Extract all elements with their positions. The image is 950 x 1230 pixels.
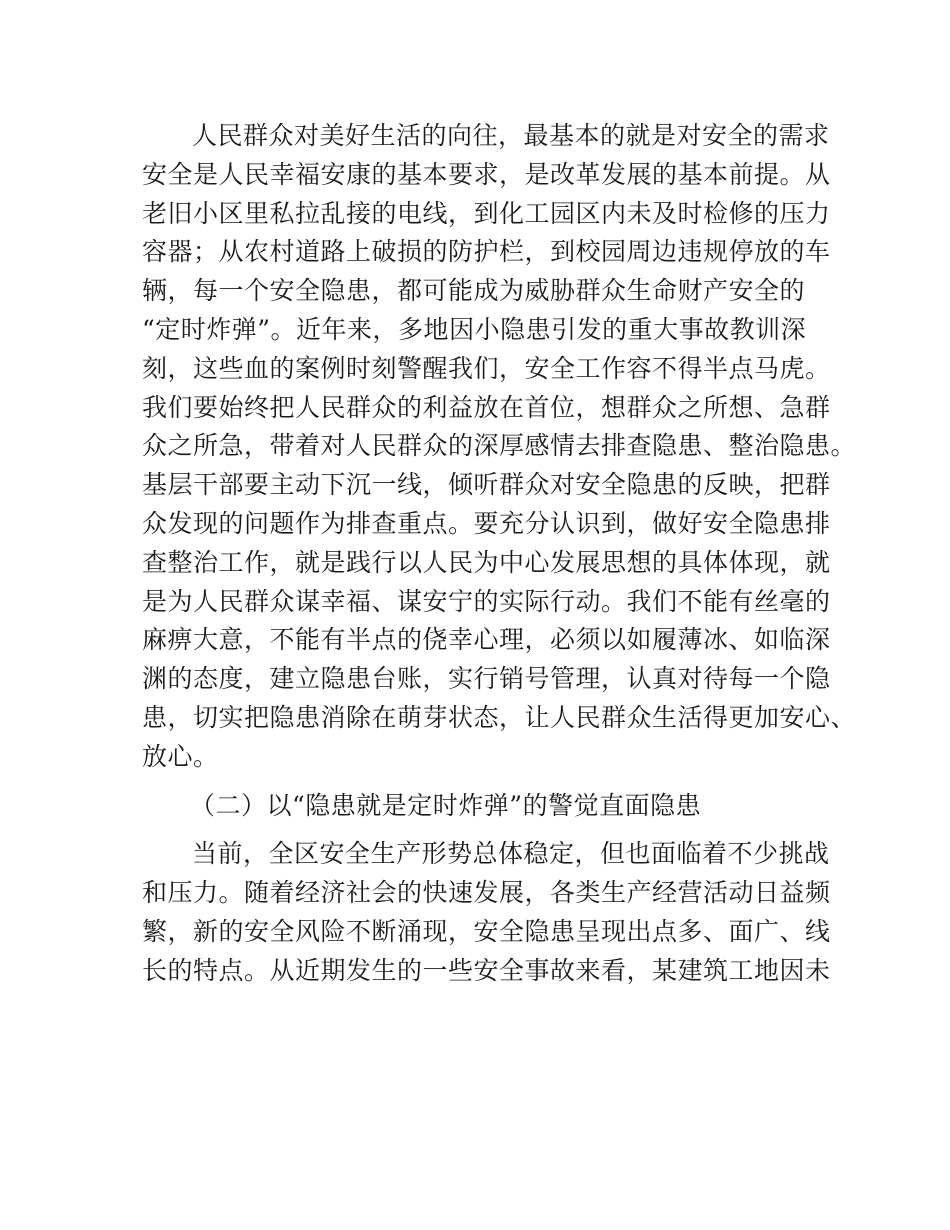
text-line: 当前，全区安全生产形势总体稳定，但也面临着不少挑战	[192, 839, 830, 869]
text-line: 患，切实把隐患消除在萌芽状态，让人民群众生活得更加安心、	[142, 702, 857, 732]
text-line: 刻，这些血的案例时刻警醒我们，安全工作容不得半点马虎。	[142, 353, 831, 383]
text-line: “定时炸弹”。近年来，多地因小隐患引发的重大事故教训深	[142, 314, 807, 344]
text-line: 基层干部要主动下沉一线，倾听群众对安全隐患的反映，把群	[142, 470, 831, 500]
document-body	[142, 117, 857, 991]
text-line: 安全是人民幸福安康的基本要求，是改革发展的基本前提。从	[142, 159, 831, 189]
text-line: 容器；从农村道路上破损的防护栏，到校园周边违规停放的车	[142, 237, 831, 267]
text-line: 我们要始终把人民群众的利益放在首位，想群众之所想、急群	[142, 392, 831, 422]
text-line: 众发现的问题作为排查重点。要充分认识到，做好安全隐患排	[142, 508, 831, 538]
text-line: 众之所急，带着对人民群众的深厚感情去排查隐患、整治隐患。	[142, 431, 857, 461]
paragraph-2	[142, 835, 832, 990]
text-line: 长的特点。从近期发生的一些安全事故来看，某建筑工地因未	[142, 955, 831, 985]
paragraph-1	[142, 117, 857, 777]
text-line: 查整治工作，就是践行以人民为中心发展思想的具体体现，就	[142, 547, 831, 577]
text-line: 麻痹大意，不能有半点的侥幸心理，必须以如履薄冰、如临深	[142, 625, 831, 655]
section-heading: （二）以“隐患就是定时炸弹”的警觉直面隐患	[190, 790, 702, 820]
text-line: 繁，新的安全风险不断涌现，安全隐患呈现出点多、面广、线	[142, 916, 831, 946]
text-line: 放心。	[142, 741, 219, 771]
text-line: 老旧小区里私拉乱接的电线，到化工园区内未及时检修的压力	[142, 198, 831, 228]
text-line: 是为人民群众谋幸福、谋安宁的实际行动。我们不能有丝毫的	[142, 586, 831, 616]
text-line: 辆，每一个安全隐患，都可能成为威胁群众生命财产安全的	[142, 276, 806, 306]
text-line: 渊的态度，建立隐患台账，实行销号管理，认真对待每一个隐	[142, 664, 831, 694]
text-line: 人民群众对美好生活的向往，最基本的就是对安全的需求	[192, 121, 830, 150]
text-line: 和压力。随着经济社会的快速发展，各类生产经营活动日益频	[142, 878, 831, 908]
